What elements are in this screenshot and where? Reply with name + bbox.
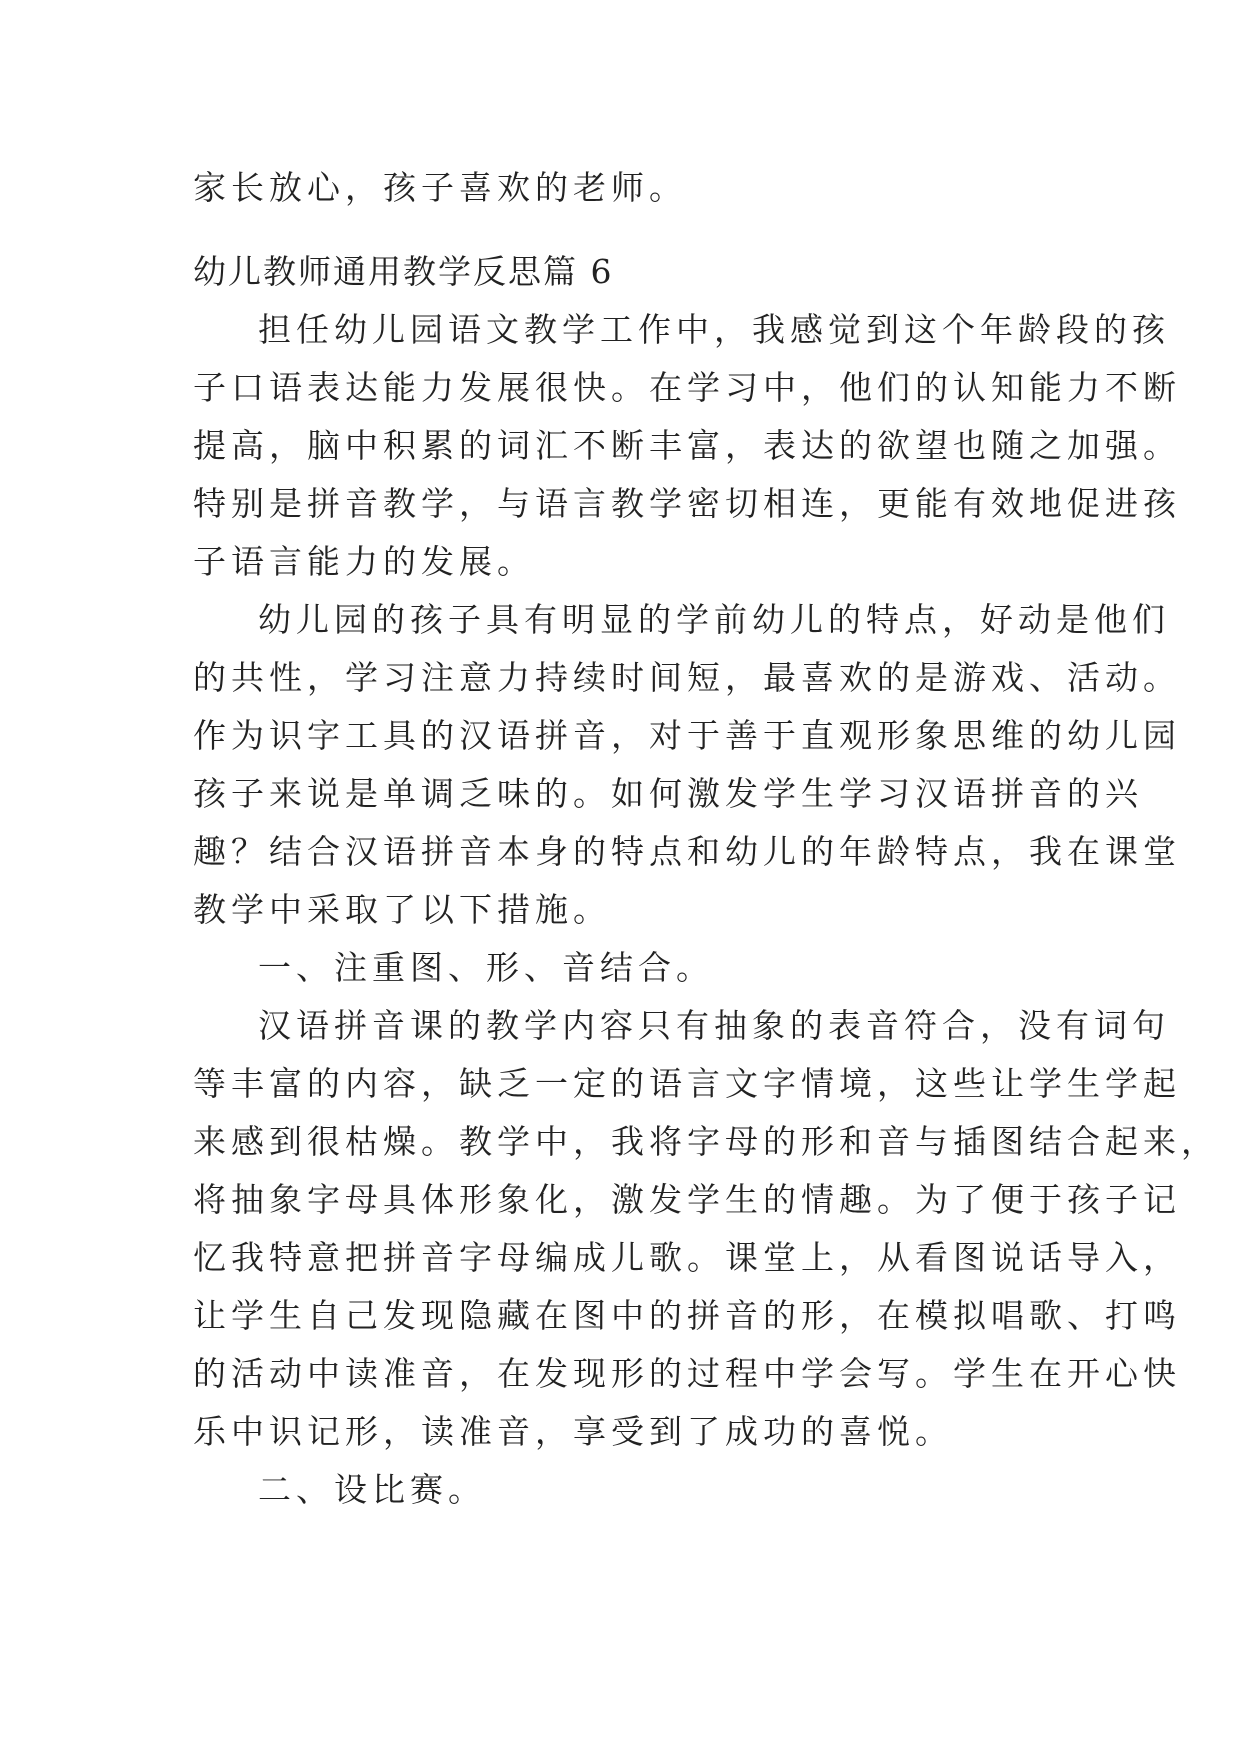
paragraph-line: 将抽象字母具体形象化，激发学生的情趣。为了便于孩子记	[193, 1180, 1181, 1219]
paragraph-line: 作为识字工具的汉语拼音，对于善于直观形象思维的幼儿园	[193, 716, 1181, 755]
paragraph-line: 忆我特意把拼音字母编成儿歌。课堂上，从看图说话导入，	[193, 1238, 1181, 1277]
paragraph-line: 担任幼儿园语文教学工作中，我感觉到这个年龄段的孩	[258, 310, 1170, 349]
paragraph-line: 来感到很枯燥。教学中，我将字母的形和音与插图结合起来，	[193, 1122, 1219, 1161]
opening-line: 家长放心，孩子喜欢的老师。	[193, 168, 687, 207]
section-heading: 二、设比赛。	[258, 1470, 486, 1509]
section-heading: 一、注重图、形、音结合。	[258, 948, 714, 987]
paragraph-line: 趣？结合汉语拼音本身的特点和幼儿的年龄特点，我在课堂	[193, 832, 1181, 871]
paragraph-line: 特别是拼音教学，与语言教学密切相连，更能有效地促进孩	[193, 484, 1181, 523]
paragraph-line: 等丰富的内容，缺乏一定的语言文字情境，这些让学生学起	[193, 1064, 1181, 1103]
paragraph-line: 的共性，学习注意力持续时间短，最喜欢的是游戏、活动。	[193, 658, 1181, 697]
paragraph-line: 子口语表达能力发展很快。在学习中，他们的认知能力不断	[193, 368, 1181, 407]
paragraph-line: 让学生自己发现隐藏在图中的拼音的形，在模拟唱歌、打鸣	[193, 1296, 1181, 1335]
paragraph-line: 子语言能力的发展。	[193, 542, 535, 581]
paragraph-line: 提高，脑中积累的词汇不断丰富，表达的欲望也随之加强。	[193, 426, 1181, 465]
paragraph-line: 孩子来说是单调乏味的。如何激发学生学习汉语拼音的兴	[193, 774, 1143, 813]
section-title: 幼儿教师通用教学反思篇 6	[193, 252, 614, 291]
paragraph-line: 教学中采取了以下措施。	[193, 890, 611, 929]
paragraph-line: 汉语拼音课的教学内容只有抽象的表音符合，没有词句	[258, 1006, 1170, 1045]
paragraph-line: 幼儿园的孩子具有明显的学前幼儿的特点，好动是他们	[258, 600, 1170, 639]
paragraph-line: 的活动中读准音，在发现形的过程中学会写。学生在开心快	[193, 1354, 1181, 1393]
paragraph-line: 乐中识记形，读准音，享受到了成功的喜悦。	[193, 1412, 953, 1451]
